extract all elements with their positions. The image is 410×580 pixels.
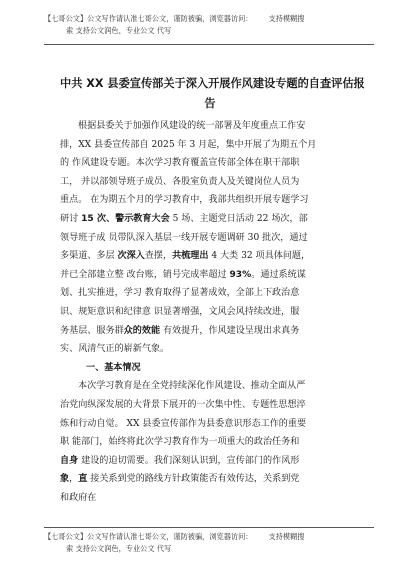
body-line: 治党向纵深发展的大背景下展开的一次集中性、专题性思想淬 — [60, 399, 306, 410]
body-line: 和政府在 — [60, 492, 97, 503]
body-line: 炼和行动自觉。 XX 县委宣传部作为县委意识形态工作的重要 — [60, 418, 307, 429]
body-line: 务基层、服务群众的效能 有效提升，作风建设呈现出求真务 — [60, 325, 300, 336]
body-line: 研讨 15 次、警示教育大会 5 场、主题党日活动 22 场次，部 — [60, 213, 308, 224]
body-line: 多渠道、多层 次深入查摆，共梳理出 4 大类 32 项具体问题， — [60, 251, 311, 262]
body-line: 的 作风建设专题。本次学习教育覆盖宣传部全体在职干部职 — [60, 158, 300, 169]
body-line: 本次学习教育是在全党持续深化作风建设、推动全面从严 — [78, 381, 306, 392]
body-line: 划、扎实推进，学习 教育取得了显著成效，全部上下政治意 — [60, 288, 300, 299]
body-line: 职 能部门，始终将此次学习教育作为一项重大的政治任务和 — [60, 437, 300, 448]
header-divider — [44, 44, 374, 45]
footer-line-2: 索 支持公文润色，专业公文 代写 — [66, 544, 172, 553]
body-line: 象，直 接关系到党的路线方针政策能否有效传达，关系到党 — [60, 474, 300, 485]
body-line: 实、风清气正的崭新气象。 — [60, 344, 170, 355]
body-line: 自身 建设的迫切需要。我们深刻认识到，宣传部门的作风形 — [60, 455, 300, 466]
footer-divider — [44, 527, 374, 528]
section-heading: 一、基本情况 — [86, 362, 141, 373]
body-line: 并已全部建立整 改台账，销号完成率超过 93%。通过系统谋 — [60, 269, 306, 280]
document-title — [60, 74, 365, 114]
header-line-2: 索 支持公文润色，专业公文 代写 — [66, 26, 172, 35]
body-line: 识、规矩意识和纪律意 识显著增强，文风会风持续改进，服 — [60, 306, 300, 317]
body-line: 领导班子成 员带队深入基层一线开展专题调研 30 批次，通过 — [60, 232, 308, 243]
page-footer — [44, 531, 384, 555]
body-line: 工， 并以部领导班子成员、各股室负责人及关键岗位人员为 — [60, 176, 300, 187]
body-line: 排，XX 县委宣传部自 2025 年 3 月起，集中开展了为期五个月 — [60, 139, 317, 150]
header-line-1: 【七哥公文】公文写作请认准七哥公文，谨防被骗，浏览器访问： 支持模糊搜 — [44, 14, 305, 23]
body-line: 根据县委关于加强作风建设的统一部署及年度重点工作安 — [78, 121, 306, 131]
document-body — [60, 117, 354, 507]
title-line-1: 中共 XX 县委宣传部关于深入开展作风建设专题的自查评估报 — [60, 77, 365, 90]
page-header — [44, 13, 384, 37]
title-line-2: 告 — [204, 97, 216, 110]
footer-line-1: 【七哥公文】公文写作请认准七哥公文，谨防被骗，浏览器访问： 支持模糊搜 — [44, 532, 305, 541]
body-line: 重点。 在为期五个月的学习教育中，我部共组织开展专题学习 — [60, 195, 309, 206]
